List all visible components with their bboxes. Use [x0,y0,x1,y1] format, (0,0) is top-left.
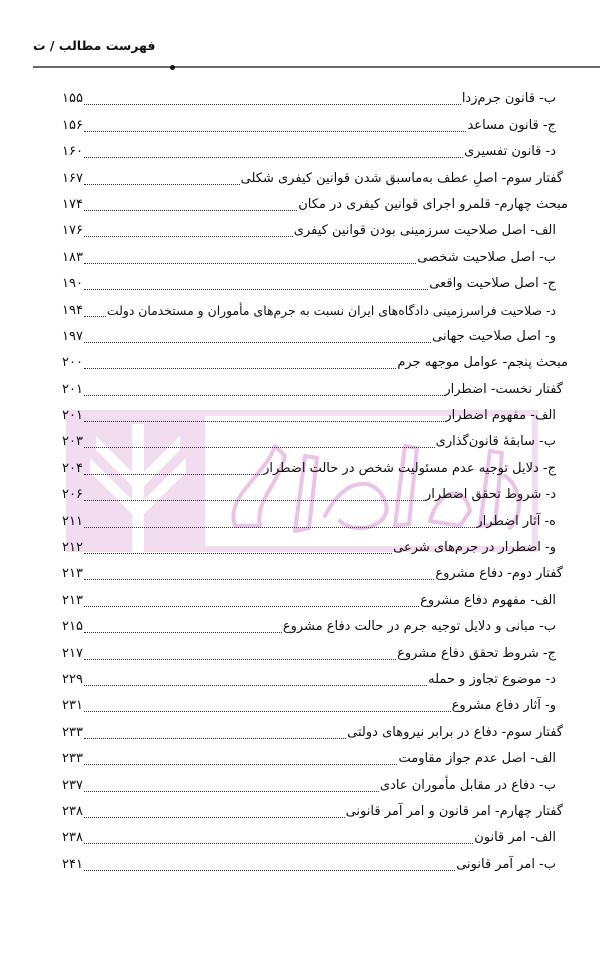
dot-leader [84,210,297,211]
toc-entry-title: د- موضوع تجاوز و حمله [428,671,556,687]
dot-leader [84,632,282,633]
toc-entry[interactable] [62,585,568,611]
toc-entry[interactable] [62,797,568,823]
toc-entry-title: ب- مبانی و دلایل توجیه جرم در حالت دفاع مشروع [282,619,556,635]
toc-entry-title: ج- قانون مساعد [467,117,556,133]
toc-entry[interactable] [62,453,568,479]
toc-entry-title: ب- اصل صلاحیت شخصی [417,249,556,265]
table-of-contents [62,84,568,876]
toc-entry-title: ج- اصل صلاحیت واقعی [429,276,556,292]
toc-entry-title: ج- دلایل توجیه عدم مسئولیت شخص در حالت اضطرار [263,460,556,476]
toc-entry[interactable] [62,665,568,691]
toc-entry[interactable] [62,849,568,875]
dot-leader [84,289,428,290]
toc-page-number: ۱۵۵ [62,91,83,107]
toc-entry-title: گفتار سوم- اصلِ عطف به‌ماسبق شدن قوانین کیفری شکلی [240,170,563,186]
toc-page-number: ۱۹۰ [62,276,83,292]
dot-leader [84,368,396,369]
dot-leader [84,263,416,264]
toc-entry-title: و- اضطرار در جرم‌های شرعی [393,540,556,556]
dot-leader [84,316,106,317]
toc-page-number: ۲۰۴ [62,460,83,476]
toc-entry[interactable] [62,295,568,321]
toc-entry-title: گفتار نخست- اضطرار [444,381,563,397]
toc-entry[interactable] [62,533,568,559]
toc-page-number: ۲۰۱ [62,408,83,424]
toc-page-number: ۱۵۶ [62,117,83,133]
dot-leader [84,342,431,343]
toc-entry-title: مبحث چهارم- قلمرو اجرای قوانین کیفری در مکان [298,196,568,212]
toc-page-number: ۲۱۷ [62,645,83,661]
toc-page-number: ۲۳۱ [62,698,83,714]
toc-entry-title: ب- امر آمر قانونی [456,856,556,872]
toc-page-number: ۱۸۳ [62,249,83,265]
toc-entry[interactable] [62,612,568,638]
toc-page-number: ۲۱۳ [62,566,83,582]
toc-entry[interactable] [62,823,568,849]
toc-entry[interactable] [62,110,568,136]
toc-page-number: ۲۳۳ [62,724,83,740]
toc-entry[interactable] [62,744,568,770]
toc-entry[interactable] [62,401,568,427]
toc-entry[interactable] [62,137,568,163]
dot-leader [84,843,473,844]
toc-entry-title: و- اصل صلاحیت جهانی [432,328,556,344]
toc-page-number: ۲۱۱ [62,513,83,529]
dot-leader [84,553,392,554]
toc-page-number: ۱۷۶ [62,223,83,239]
dot-leader [84,738,346,739]
dot-leader [84,184,240,185]
toc-entry-title: د- صلاحیت فراسرزمینی دادگاه‌های ایران نسبت به جرم‌های مأموران و مستخدمان دولت [106,302,556,318]
toc-entry-title: الف- اصل عدم جواز مقاومت [398,751,556,767]
dot-leader [84,817,345,818]
toc-entry[interactable] [62,427,568,453]
toc-page-number: ۱۹۷ [62,328,83,344]
running-head-title: فهرست مطالب / ت [33,38,156,53]
dot-leader [84,447,435,448]
toc-page-number: ۲۱۲ [62,540,83,556]
dot-leader [84,711,451,712]
dot-leader [84,500,424,501]
toc-entry-title: ج- شروط تحقق دفاع مشروع [397,645,556,661]
toc-entry-title: ه- آثار اضطرار [476,513,556,529]
toc-page-number: ۲۲۹ [62,671,83,687]
toc-entry[interactable] [62,480,568,506]
toc-entry[interactable] [62,84,568,110]
toc-page-number: ۲۳۳ [62,751,83,767]
toc-entry-title: د- قانون تفسیری [464,144,556,160]
toc-page-number: ۲۳۸ [62,803,83,819]
toc-page-number: ۲۳۸ [62,830,83,846]
dot-leader [84,527,475,528]
dot-leader [84,236,293,237]
toc-entry-title: ب- دفاع در مقابل مأموران عادی [379,777,556,793]
toc-entry[interactable] [62,322,568,348]
toc-entry[interactable] [62,717,568,743]
toc-entry-title: الف- اصل صلاحیت سرزمینی بودن قوانین کیفری [293,223,556,239]
dot-leader [84,104,461,105]
dot-leader [84,764,398,765]
dot-leader [84,157,463,158]
dot-leader [84,395,443,396]
toc-entry[interactable] [62,216,568,242]
toc-entry-title: گفتار سوم- دفاع در برابر نیروهای دولتی [347,724,563,740]
toc-page-number: ۲۳۷ [62,777,83,793]
header-rule-ornament [170,65,175,70]
toc-page-number: ۱۶۷ [62,170,83,186]
toc-entry[interactable] [62,269,568,295]
toc-page-number: ۲۰۶ [62,487,83,503]
toc-entry[interactable] [62,638,568,664]
dot-leader [84,791,379,792]
toc-entry[interactable] [62,242,568,268]
dot-leader [84,474,262,475]
toc-page-number: ۲۰۱ [62,381,83,397]
dot-leader [84,870,455,871]
toc-entry-title: مبحث پنجم- عوامل موجهه جرم [397,355,568,371]
toc-page-number: ۲۱۳ [62,592,83,608]
toc-page-number: ۲۰۳ [62,434,83,450]
toc-entry[interactable] [62,190,568,216]
dot-leader [84,659,396,660]
toc-entry[interactable] [62,506,568,532]
dot-leader [84,579,434,580]
toc-page-number: ۲۰۰ [62,355,83,371]
toc-entry[interactable] [62,770,568,796]
toc-entry-title: گفتار دوم- دفاع مشروع [435,566,563,582]
toc-entry-title: الف- امر قانون [474,830,556,846]
toc-page-number: ۱۹۴ [62,302,83,318]
toc-entry-title: الف- مفهوم دفاع مشروع [420,592,556,608]
toc-page-number: ۲۱۵ [62,619,83,635]
dot-leader [84,131,467,132]
toc-entry-title: د- شروط تحقق اضطرار [424,487,556,503]
toc-entry-title: الف- مفهوم اضطرار [445,408,556,424]
toc-page-number: ۲۴۱ [62,856,83,872]
toc-entry[interactable] [62,163,568,189]
toc-entry-title: ب- سابقهٔ قانون‌گذاری [435,434,556,450]
toc-entry[interactable] [62,691,568,717]
dot-leader [84,606,419,607]
toc-entry[interactable] [62,374,568,400]
dot-leader [84,421,444,422]
toc-page-number: ۱۶۰ [62,144,83,160]
header-rule [33,66,600,68]
toc-entry-title: و- آثار دفاع مشروع [451,698,556,714]
toc-entry-title: ب- قانون جرم‌زدا [461,91,556,107]
toc-page-number: ۱۷۴ [62,196,83,212]
toc-entry[interactable] [62,559,568,585]
dot-leader [84,685,427,686]
toc-entry[interactable] [62,348,568,374]
toc-entry-title: گفتار چهارم- امر قانون و امر آمر قانونی [345,803,563,819]
